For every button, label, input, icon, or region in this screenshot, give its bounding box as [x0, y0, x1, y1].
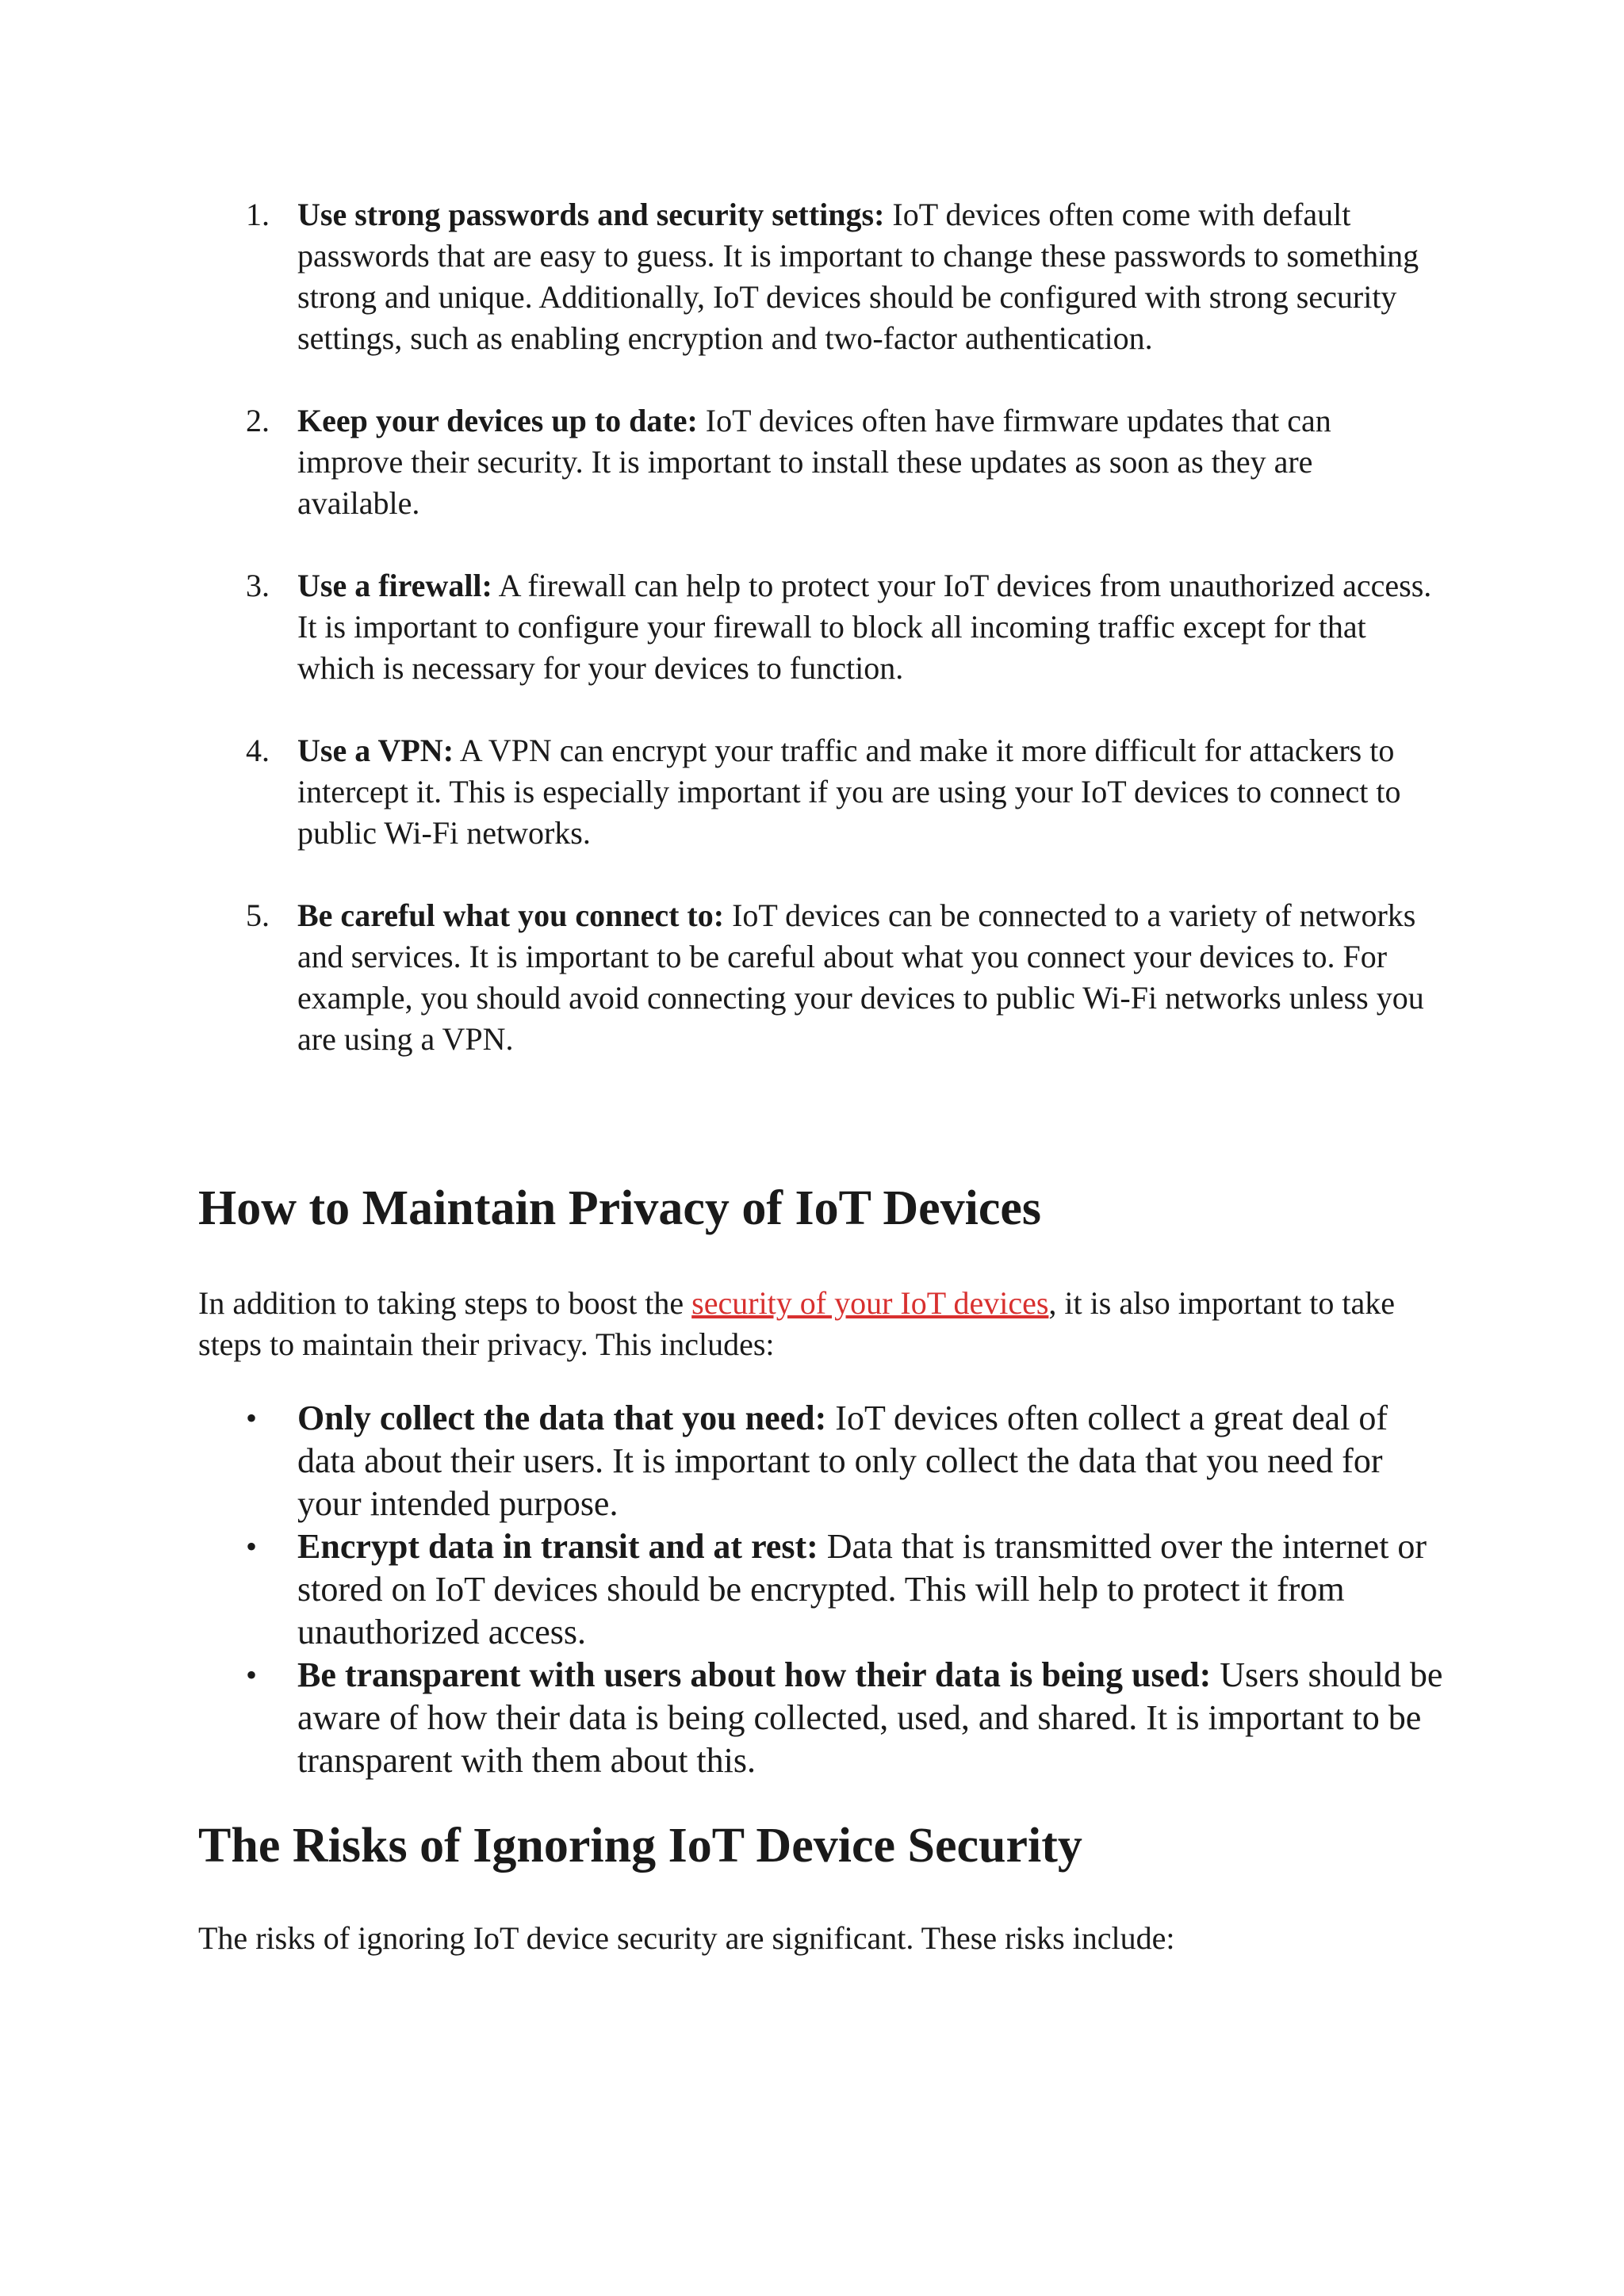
list-item-title: Use a VPN: [297, 733, 454, 768]
list-item [198, 895, 1435, 1060]
security-link[interactable]: security of your IoT devices [691, 1285, 1049, 1321]
privacy-bullet-list [198, 1397, 1443, 1782]
privacy-intro-text-end: , it is also important to take steps to maintain their privacy. This includes: [198, 1285, 1396, 1362]
list-item [198, 1397, 1443, 1525]
list-number: 3. [246, 568, 270, 603]
list-item [198, 400, 1435, 524]
bullet-title: Only collect the data that you need: [297, 1399, 827, 1437]
bullet-icon: • [246, 1657, 258, 1693]
list-number: 4. [246, 733, 270, 768]
bullet-text: Users should be aware of how their data is being collected, used, and shared. It is important to be transparent with them about this. [297, 1655, 1443, 1780]
bullet-text: Data that is transmitted over the internet or stored on IoT devices should be encrypted. This will help to protect it from unauthorized access. [297, 1527, 1427, 1651]
list-item-title: Use a firewall: [297, 568, 492, 603]
list-item-text: IoT devices often come with default passwords that are easy to guess. It is important to change these passwords to something strong and unique. Additionally, IoT devices should be configured with strong security settings, such as enabling encryption and two-factor authentication. [297, 197, 1419, 356]
list-item-title: Use strong passwords and security settings: [297, 197, 885, 232]
security-tips-list [198, 194, 1435, 1101]
list-number: 2. [246, 403, 270, 438]
bullet-title: Encrypt data in transit and at rest: [297, 1527, 818, 1566]
list-item [198, 1654, 1443, 1782]
list-item-title: Be careful what you connect to: [297, 897, 725, 933]
list-number: 5. [246, 897, 270, 933]
privacy-intro [198, 1283, 1435, 1365]
list-item-text: IoT devices often have firmware updates that can improve their security. It is important to install these updates as soon as they are available. [297, 403, 1331, 521]
privacy-intro-text: In addition to taking steps to boost the [198, 1285, 692, 1321]
bullet-text: IoT devices often collect a great deal of data about their users. It is important to only collect the data that you need for your intended purpose. [297, 1399, 1388, 1523]
list-item [198, 194, 1435, 359]
privacy-heading: How to Maintain Privacy of IoT Devices [198, 1181, 1042, 1235]
list-item-text: A VPN can encrypt your traffic and make it more difficult for attackers to intercept it. This is especially important if you are using your IoT devices to connect to public Wi-Fi networks. [297, 733, 1401, 851]
list-item-text: IoT devices can be connected to a variety of networks and services. It is important to be careful about what you connect your devices to. For example, you should avoid connecting your devices to public Wi-Fi networks unless you are using a VPN. [297, 897, 1424, 1057]
list-item-text: A firewall can help to protect your IoT devices from unauthorized access. It is important to configure your firewall to block all incoming traffic except for that which is necessary for your devices to function. [297, 568, 1432, 686]
bullet-icon: • [246, 1400, 258, 1436]
risks-heading: The Risks of Ignoring IoT Device Security [198, 1819, 1082, 1873]
list-item [198, 1525, 1443, 1654]
bullet-title: Be transparent with users about how their data is being used: [297, 1655, 1212, 1694]
list-item [198, 730, 1435, 854]
list-number: 1. [246, 197, 270, 232]
risks-intro: The risks of ignoring IoT device security are significant. These risks include: [198, 1920, 1175, 1956]
list-item [198, 565, 1435, 689]
list-item-title: Keep your devices up to date: [297, 403, 698, 438]
bullet-icon: • [246, 1529, 258, 1564]
